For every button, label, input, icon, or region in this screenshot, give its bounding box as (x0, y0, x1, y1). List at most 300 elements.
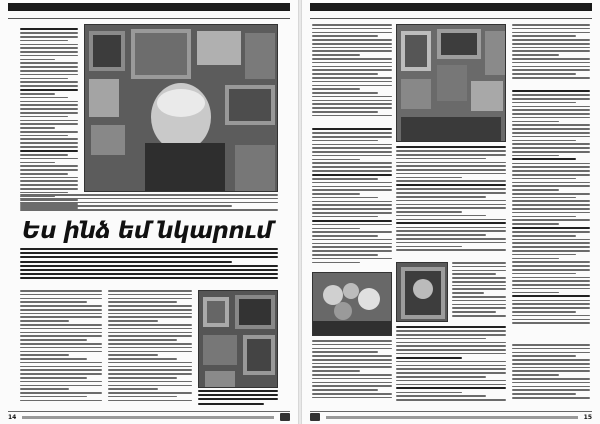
text-line (396, 368, 506, 370)
text-line (396, 162, 506, 164)
text-line (312, 111, 378, 113)
text-line (20, 320, 69, 322)
page-footer (8, 411, 290, 422)
text-line (312, 92, 378, 94)
text-line (20, 388, 69, 390)
text-line (512, 319, 590, 321)
text-line (20, 101, 78, 103)
text-line (20, 366, 102, 368)
text-line (452, 311, 496, 313)
text-line (512, 258, 559, 260)
text-line (312, 246, 392, 248)
text-line (312, 186, 392, 188)
text-line (512, 185, 590, 187)
text-line (512, 151, 590, 153)
text-line (512, 295, 590, 297)
text-line (452, 304, 506, 306)
text-line (20, 261, 232, 263)
text-line (108, 343, 192, 345)
text-line (108, 396, 177, 398)
text-line (396, 353, 506, 355)
text-line (512, 219, 590, 221)
text-line (512, 273, 576, 275)
text-line (108, 309, 192, 311)
text-line (312, 32, 392, 34)
text-line (512, 109, 590, 111)
text-line (20, 316, 102, 318)
text-line (312, 378, 392, 380)
page-number: 14 (8, 413, 17, 421)
text-line (20, 339, 87, 341)
text-line (312, 166, 392, 168)
text-line (512, 32, 590, 34)
text-line (512, 359, 590, 361)
text-line (312, 262, 360, 264)
text-line (512, 43, 590, 45)
text-line (512, 239, 590, 241)
text-line (312, 132, 392, 134)
text-line (396, 345, 506, 347)
text-line (20, 343, 102, 345)
text-line (512, 98, 590, 100)
text-line (20, 40, 68, 42)
text-line (396, 219, 506, 221)
text-line (20, 104, 78, 106)
text-line (312, 174, 392, 176)
text-line (20, 277, 278, 279)
text-line (512, 170, 590, 172)
text-line (512, 166, 590, 168)
text-line (20, 301, 87, 303)
text-line (512, 216, 576, 218)
text-line (312, 231, 392, 233)
text-column (512, 344, 590, 406)
text-line (312, 366, 392, 368)
text-line (312, 39, 392, 41)
text-line (108, 332, 192, 334)
text-line (20, 209, 278, 211)
text-line (396, 234, 486, 236)
text-line (312, 100, 392, 102)
text-line (20, 112, 78, 114)
text-line (512, 193, 590, 195)
text-line (396, 200, 506, 202)
text-line (512, 284, 590, 286)
text-line (512, 182, 590, 184)
text-line (512, 254, 576, 256)
text-line (20, 162, 55, 164)
text-line (108, 388, 158, 390)
text-line (512, 344, 590, 346)
text-line (512, 121, 559, 123)
text-line (312, 54, 360, 56)
text-line (512, 124, 590, 126)
text-line (312, 66, 392, 68)
text-line (312, 24, 392, 26)
text-line (396, 242, 506, 244)
text-line (108, 294, 192, 296)
text-line (512, 35, 576, 37)
text-line (20, 81, 78, 83)
text-line (20, 309, 102, 311)
text-line (396, 230, 506, 232)
text-line (396, 211, 462, 213)
text-line (312, 258, 392, 260)
text-line (108, 381, 192, 383)
text-line (512, 90, 590, 92)
left-page (0, 0, 298, 424)
page-header-bar (8, 3, 290, 11)
text-line (312, 235, 378, 237)
text-line (312, 250, 392, 252)
text-line (512, 106, 590, 108)
text-line (396, 392, 462, 394)
text-line (512, 246, 590, 248)
text-line (20, 347, 102, 349)
text-line (512, 94, 590, 96)
text-line (20, 120, 78, 122)
text-line (512, 352, 590, 354)
text-line (20, 194, 278, 196)
text-line (512, 158, 576, 160)
text-line (20, 131, 78, 133)
text-line (312, 212, 392, 214)
text-line (20, 328, 102, 330)
text-line (20, 158, 78, 160)
text-line (512, 39, 590, 41)
text-line (312, 43, 392, 45)
text-line (198, 403, 264, 405)
text-line (108, 362, 192, 364)
text-line (312, 182, 392, 184)
text-line (20, 116, 68, 118)
text-line (312, 28, 392, 30)
text-line (512, 54, 559, 56)
page-number: 15 (583, 413, 592, 421)
text-line (20, 36, 78, 38)
text-line (312, 393, 392, 395)
text-line (512, 28, 590, 30)
text-line (20, 55, 78, 57)
text-line (396, 334, 506, 336)
text-line (512, 204, 590, 206)
text-line (20, 335, 102, 337)
text-line (396, 372, 506, 374)
text-line (198, 398, 278, 400)
text-line (20, 146, 78, 148)
text-line (108, 320, 158, 322)
text-line (512, 223, 559, 225)
text-line (512, 322, 590, 324)
text-line (512, 382, 590, 384)
text-line (20, 362, 102, 364)
text-line (20, 127, 55, 129)
text-line (312, 47, 392, 49)
text-line (512, 311, 576, 313)
text-line (512, 315, 590, 317)
text-line (396, 165, 506, 167)
page-header-bar (310, 3, 592, 11)
text-line (512, 200, 590, 202)
text-line (20, 373, 102, 375)
text-line (512, 303, 590, 305)
text-line (512, 355, 576, 357)
text-line (512, 69, 590, 71)
text-line (312, 159, 360, 161)
text-line (312, 243, 392, 245)
text-column (20, 28, 78, 218)
photo-caption (198, 390, 278, 408)
text-line (312, 77, 392, 79)
text-line (396, 146, 506, 148)
text-line (20, 78, 68, 80)
text-line (396, 238, 506, 240)
text-line (20, 202, 278, 204)
text-line (512, 261, 590, 263)
text-line (20, 51, 78, 53)
text-line (396, 365, 506, 367)
text-line (108, 369, 192, 371)
text-line (312, 103, 392, 105)
text-line (396, 215, 486, 217)
text-line (452, 266, 506, 268)
text-line (512, 178, 576, 180)
text-line (512, 300, 590, 302)
text-line (20, 135, 68, 137)
text-line (312, 162, 392, 164)
text-line (512, 348, 590, 350)
text-line (312, 62, 392, 64)
text-line (452, 273, 496, 275)
text-line (512, 235, 576, 237)
text-line (20, 392, 102, 394)
text-line (512, 140, 576, 142)
text-line (396, 376, 486, 378)
text-line (20, 256, 278, 258)
text-line (20, 269, 278, 271)
text-line (312, 155, 392, 157)
text-line (512, 250, 590, 252)
text-line (312, 239, 392, 241)
text-line (396, 150, 506, 152)
text-line (20, 142, 78, 144)
text-line (312, 228, 360, 230)
text-line (512, 307, 590, 309)
text-line (108, 366, 192, 368)
text-line (396, 399, 506, 401)
text-line (108, 290, 192, 292)
text-line (20, 150, 78, 152)
text-line (20, 177, 78, 179)
text-line (20, 354, 69, 356)
text-line (512, 58, 590, 60)
page-footer (310, 411, 592, 422)
text-line (396, 384, 506, 386)
text-line (452, 300, 506, 302)
text-line (20, 165, 78, 167)
text-line (20, 85, 78, 87)
text-line (20, 70, 78, 72)
text-line (512, 231, 590, 233)
text-line (512, 242, 590, 244)
text-line (108, 339, 177, 341)
text-column (312, 24, 392, 124)
text-line (312, 35, 378, 37)
text-line (396, 349, 506, 351)
text-line (452, 277, 506, 279)
text-line (108, 305, 192, 307)
text-line (312, 170, 392, 172)
text-line (396, 177, 462, 179)
text-column (20, 290, 102, 408)
text-line (512, 102, 576, 104)
text-line (396, 196, 486, 198)
text-line (20, 97, 68, 99)
text-line (452, 288, 506, 290)
text-line (396, 395, 486, 397)
text-line (312, 340, 392, 342)
text-line (20, 385, 102, 387)
text-line (20, 377, 87, 379)
text-line (512, 269, 590, 271)
text-line (20, 169, 78, 171)
text-line (396, 173, 506, 175)
text-line (312, 197, 378, 199)
right-page (302, 0, 600, 424)
text-line (312, 363, 392, 365)
text-line (20, 400, 102, 402)
flowers-photo (312, 272, 392, 336)
text-line (20, 123, 78, 125)
text-line (512, 393, 576, 395)
text-line (396, 154, 506, 156)
text-column (396, 146, 506, 258)
text-line (312, 73, 378, 75)
text-line (396, 204, 506, 206)
small-painting-photo (396, 262, 448, 322)
text-line (452, 292, 484, 294)
text-line (512, 363, 590, 365)
text-line (20, 273, 278, 275)
text-line (512, 386, 590, 388)
text-line (312, 136, 392, 138)
text-line (512, 397, 590, 399)
text-line (312, 382, 392, 384)
text-line (108, 298, 192, 300)
footer-rule (22, 416, 274, 419)
text-line (312, 96, 392, 98)
text-column (312, 128, 392, 270)
text-line (452, 307, 506, 309)
gallery-photo (396, 24, 506, 142)
text-column (512, 90, 590, 340)
text-line (20, 248, 278, 250)
text-line (20, 93, 55, 95)
text-line (512, 227, 590, 229)
text-line (312, 348, 392, 350)
text-line (512, 389, 590, 391)
text-line (396, 326, 506, 328)
text-line (396, 342, 506, 344)
text-line (20, 138, 78, 140)
text-line (20, 62, 78, 64)
text-line (108, 400, 192, 402)
section-header (310, 12, 592, 19)
text-line (512, 128, 590, 130)
text-line (20, 44, 78, 46)
text-line (312, 193, 360, 195)
text-line (20, 28, 78, 30)
text-line (396, 330, 506, 332)
text-line (512, 163, 590, 165)
text-line (198, 394, 278, 396)
text-line (312, 50, 392, 52)
text-line (396, 387, 506, 389)
text-line (512, 265, 590, 267)
text-line (512, 132, 590, 134)
text-line (20, 332, 102, 334)
text-line (512, 174, 590, 176)
text-line (512, 77, 590, 79)
text-line (20, 305, 102, 307)
text-line (312, 88, 360, 90)
text-column (512, 24, 590, 86)
text-line (452, 270, 506, 272)
text-line (20, 180, 78, 182)
text-line (512, 370, 590, 372)
text-column (396, 326, 506, 406)
text-line (20, 188, 78, 190)
text-line (312, 128, 392, 130)
text-line (20, 89, 78, 91)
text-line (20, 154, 68, 156)
text-line (396, 246, 462, 248)
text-line (396, 184, 506, 186)
text-line (512, 277, 590, 279)
publication-logo (310, 413, 320, 421)
artist-portrait-photo (84, 24, 278, 192)
text-line (312, 351, 378, 353)
text-line (20, 198, 278, 200)
text-line (20, 351, 102, 353)
text-line (512, 62, 590, 64)
text-line (20, 298, 102, 300)
text-line (396, 180, 506, 182)
text-line (452, 315, 506, 317)
text-line (312, 397, 392, 399)
text-line (312, 344, 392, 346)
text-line (312, 374, 392, 376)
text-line (512, 117, 590, 119)
text-line (20, 32, 78, 34)
text-line (20, 108, 78, 110)
text-line (20, 294, 102, 296)
text-line (396, 361, 506, 363)
text-line (512, 50, 590, 52)
text-line (512, 143, 590, 145)
text-line (312, 147, 392, 149)
text-line (20, 290, 102, 292)
text-line (312, 81, 392, 83)
text-line (108, 358, 177, 360)
text-line (512, 66, 590, 68)
text-line (312, 389, 378, 391)
text-line (396, 222, 506, 224)
text-line (396, 192, 506, 194)
text-line (512, 292, 559, 294)
text-line (312, 151, 392, 153)
footer-rule (326, 416, 578, 419)
